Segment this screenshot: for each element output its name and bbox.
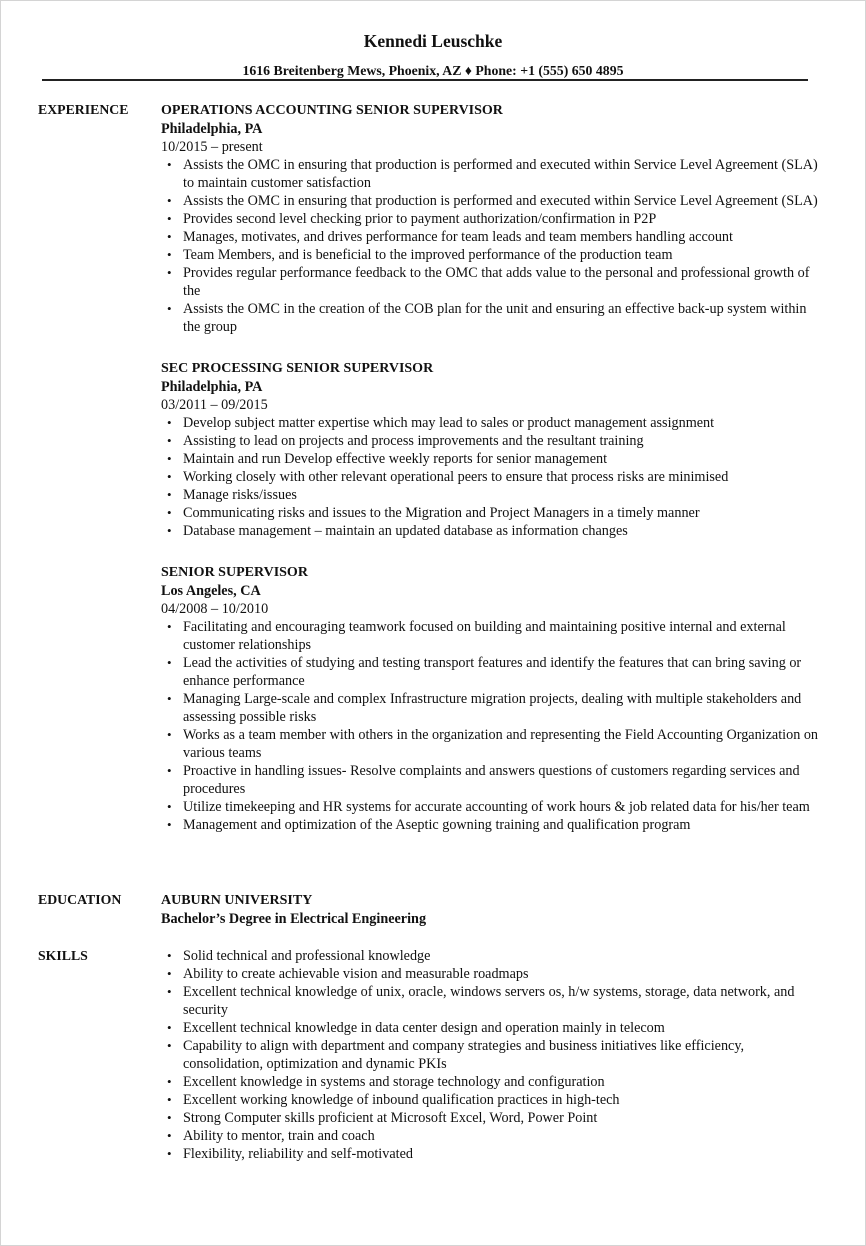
list-item: • Working closely with other relevant operational peers to ensure that process risks are minimised: [161, 468, 821, 486]
job-title: OPERATIONS ACCOUNTING SENIOR SUPERVISOR: [161, 103, 503, 118]
list-item: • Assists the OMC in ensuring that production is performed and executed within Service Level Agreement (SLA): [161, 192, 821, 210]
job-title: SEC PROCESSING SENIOR SUPERVISOR: [161, 361, 434, 376]
job-bullets: [161, 156, 821, 336]
list-item: • Proactive in handling issues- Resolve complaints and answers questions of customers regarding services and procedures: [161, 762, 821, 798]
list-item: • Ability to create achievable vision and measurable roadmaps: [161, 965, 821, 983]
job-location: Philadelphia, PA: [161, 121, 263, 137]
job-dates: 03/2011 – 09/2015: [161, 397, 268, 413]
job-title: SENIOR SUPERVISOR: [161, 565, 308, 580]
list-item: • Manages, motivates, and drives performance for team leads and team members handling account: [161, 228, 821, 246]
contact-line: 1616 Breitenberg Mews, Phoenix, AZ ♦ Phone: +1 (555) 650 4895: [242, 63, 624, 78]
job-entry: [161, 564, 821, 834]
experience-label: EXPERIENCE: [38, 102, 129, 117]
education-section: [161, 892, 821, 928]
job-bullets: [161, 618, 821, 834]
school-name: AUBURN UNIVERSITY: [161, 893, 313, 908]
job-dates: 10/2015 – present: [161, 139, 263, 155]
job-location: Los Angeles, CA: [161, 583, 261, 599]
list-item: • Solid technical and professional knowledge: [161, 947, 821, 965]
list-item: • Managing Large-scale and complex Infrastructure migration projects, dealing with multiple stakeholders and assessing possible risks: [161, 690, 821, 726]
degree: Bachelor’s Degree in Electrical Engineering: [161, 911, 427, 927]
candidate-name: Kennedi Leuschke: [363, 31, 503, 51]
list-item: • Utilize timekeeping and HR systems for accurate accounting of work hours & job related data for his/her team: [161, 798, 821, 816]
list-item: • Management and optimization of the Aseptic gowning training and qualification program: [161, 816, 821, 834]
list-item: • Capability to align with department and company strategies and business initiatives like efficiency, consolidation, optimization and dynamic PKIs: [161, 1037, 821, 1073]
list-item: • Excellent technical knowledge in data center design and operation mainly in telecom: [161, 1019, 821, 1037]
job-entry: [161, 360, 821, 540]
list-item: • Database management – maintain an updated database as information changes: [161, 522, 821, 540]
list-item: • Assisting to lead on projects and process improvements and the resultant training: [161, 432, 821, 450]
list-item: • Team Members, and is beneficial to the improved performance of the production team: [161, 246, 821, 264]
list-item: • Develop subject matter expertise which may lead to sales or product management assignment: [161, 414, 821, 432]
list-item: • Excellent working knowledge of inbound qualification practices in high-tech: [161, 1091, 821, 1109]
list-item: • Manage risks/issues: [161, 486, 821, 504]
list-item: • Strong Computer skills proficient at Microsoft Excel, Word, Power Point: [161, 1109, 821, 1127]
list-item: • Lead the activities of studying and testing transport features and identify the features that can bring saving or enhance performance: [161, 654, 821, 690]
list-item: • Works as a team member with others in the organization and representing the Field Accounting Organization on various teams: [161, 726, 821, 762]
list-item: • Provides regular performance feedback to the OMC that adds value to the personal and professional growth of the: [161, 264, 821, 300]
list-item: • Assists the OMC in ensuring that production is performed and executed within Service Level Agreement (SLA) to maintain customer satisfaction: [161, 156, 821, 192]
header-divider: [42, 79, 808, 81]
job-location: Philadelphia, PA: [161, 379, 263, 395]
education-label: EDUCATION: [38, 892, 122, 907]
list-item: • Communicating risks and issues to the Migration and Project Managers in a timely manner: [161, 504, 821, 522]
skills-list: [161, 947, 821, 1163]
skills-label: SKILLS: [38, 948, 88, 963]
experience-section: [161, 102, 821, 834]
list-item: • Assists the OMC in the creation of the COB plan for the unit and ensuring an effective back-up system within the group: [161, 300, 821, 336]
list-item: • Facilitating and encouraging teamwork focused on building and maintaining positive internal and external customer relationships: [161, 618, 821, 654]
list-item: • Excellent technical knowledge of unix, oracle, windows servers os, h/w systems, storage, data network, and security: [161, 983, 821, 1019]
list-item: • Flexibility, reliability and self-motivated: [161, 1145, 821, 1163]
list-item: • Provides second level checking prior to payment authorization/confirmation in P2P: [161, 210, 821, 228]
job-bullets: [161, 414, 821, 540]
job-entry: [161, 102, 821, 336]
list-item: • Ability to mentor, train and coach: [161, 1127, 821, 1145]
skills-section: [161, 947, 821, 1163]
list-item: • Maintain and run Develop effective weekly reports for senior management: [161, 450, 821, 468]
list-item: • Excellent knowledge in systems and storage technology and configuration: [161, 1073, 821, 1091]
job-dates: 04/2008 – 10/2010: [161, 601, 269, 617]
